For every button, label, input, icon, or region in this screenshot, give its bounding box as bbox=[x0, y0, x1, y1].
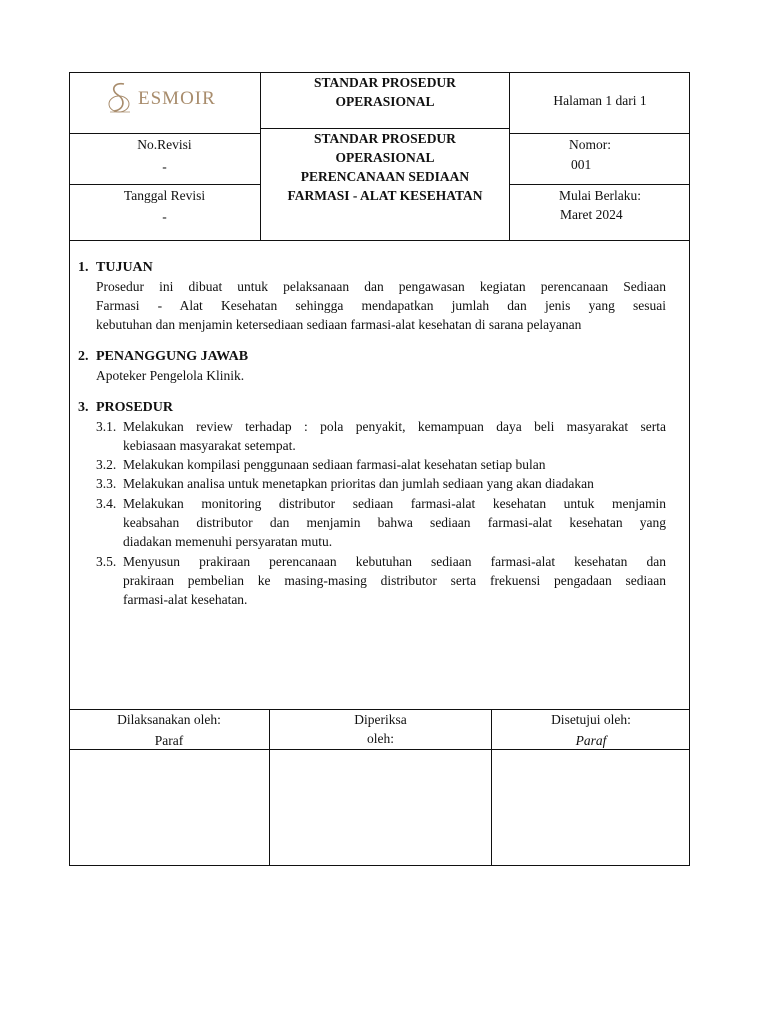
procedure-item-text: Melakukan kompilasi penggunaan sediaan farmasi-alat kesehatan setiap bulan bbox=[123, 457, 546, 472]
procedure-item-number: 3.3. bbox=[96, 476, 117, 491]
procedure-item-number: 3.4. bbox=[96, 496, 117, 511]
revision-date-label: Tanggal Revisi bbox=[123, 188, 206, 203]
section-text: Prosedur ini dibuat untuk pelaksanaan dan pengawasan kegiatan perencanaan Sediaan bbox=[96, 279, 666, 294]
procedure-item-text: Melakukan analisa untuk menetapkan prioritas dan jumlah sediaan yang akan diadakan bbox=[123, 476, 594, 491]
header-divider bbox=[69, 184, 260, 185]
effective-value: Maret 2024 bbox=[560, 207, 623, 222]
doc-subtitle-line: OPERASIONAL bbox=[335, 150, 435, 165]
procedure-item-number: 3.1. bbox=[96, 419, 117, 434]
section-title-prosedur: PROSEDUR bbox=[96, 400, 174, 415]
header-divider bbox=[509, 184, 690, 185]
procedure-item-text: diadakan memenuhi persyaratan mutu. bbox=[123, 534, 333, 549]
procedure-item-text: Melakukan monitoring distributor sediaan farmasi-alat kesehatan untuk menjamin bbox=[123, 496, 666, 511]
page-info: Halaman 1 dari 1 bbox=[553, 93, 647, 108]
number-value: 001 bbox=[571, 157, 592, 172]
logo-text: ESMOIR bbox=[138, 88, 216, 109]
header-divider bbox=[69, 133, 260, 134]
company-logo bbox=[100, 78, 230, 118]
number-label: Nomor: bbox=[569, 137, 611, 152]
procedure-item-text: Melakukan review terhadap : pola penyakit, kemampuan daya beli masyarakat serta bbox=[123, 419, 666, 434]
logo-monogram-icon bbox=[100, 78, 140, 118]
signature-checked bbox=[270, 710, 491, 748]
doc-subtitle bbox=[261, 129, 509, 205]
signature-checked-line: oleh: bbox=[367, 731, 394, 746]
signature-checked-line: Diperiksa bbox=[354, 712, 407, 727]
procedure-item-text: Menyusun prakiraan perencanaan kebutuhan sediaan farmasi-alat kesehatan dan bbox=[123, 554, 666, 569]
procedure-item-number: 3.2. bbox=[96, 457, 117, 472]
revision-label: No.Revisi bbox=[137, 137, 192, 152]
procedure-item-text: keabsahan distributor dan menjamin bahwa sediaan farmasi-alat kesehatan yang bbox=[123, 515, 666, 530]
doc-title-line: STANDAR PROSEDUR bbox=[314, 75, 456, 90]
section-number: 2. bbox=[78, 349, 89, 364]
section-text: kebutuhan dan menjamin ketersediaan sediaan farmasi-alat kesehatan di sarana pelayanan bbox=[96, 317, 582, 332]
section-number: 1. bbox=[78, 260, 89, 275]
doc-subtitle-line: PERENCANAAN SEDIAAN bbox=[300, 169, 470, 184]
doc-subtitle-line: STANDAR PROSEDUR bbox=[314, 131, 456, 146]
procedure-item-text: farmasi-alat kesehatan. bbox=[123, 592, 248, 607]
signature-executed-sub: Paraf bbox=[154, 733, 184, 748]
revision-value: - bbox=[162, 159, 167, 174]
doc-title bbox=[261, 73, 509, 111]
signature-executed bbox=[69, 710, 269, 750]
header-divider bbox=[509, 133, 690, 134]
section-title-tujuan: TUJUAN bbox=[96, 260, 153, 275]
section-number: 3. bbox=[78, 400, 89, 415]
effective-label: Mulai Berlaku: bbox=[558, 188, 642, 203]
signature-approved-label: Disetujui oleh: bbox=[551, 712, 631, 727]
header-divider bbox=[69, 240, 690, 241]
section-text: Apoteker Pengelola Klinik. bbox=[96, 368, 245, 383]
revision-date-value: - bbox=[162, 209, 167, 224]
section-title-penanggung-jawab: PENANGGUNG JAWAB bbox=[96, 349, 249, 364]
procedure-item-number: 3.5. bbox=[96, 554, 117, 569]
procedure-item-text: prakiraan pembelian ke masing-masing distributor serta frekuensi pengadaan sediaan bbox=[123, 573, 666, 588]
signature-approved-sub: Paraf bbox=[575, 733, 607, 748]
procedure-item-text: kebiasaan masyarakat setempat. bbox=[123, 438, 296, 453]
doc-title-line: OPERASIONAL bbox=[335, 94, 435, 109]
section-text: Farmasi - Alat Kesehatan sehingga mendapatkan jumlah dan jenis yang sesuai bbox=[96, 298, 666, 313]
signature-executed-label: Dilaksanakan oleh: bbox=[117, 712, 221, 727]
doc-subtitle-line: FARMASI - ALAT KESEHATAN bbox=[287, 188, 483, 203]
signature-approved bbox=[492, 710, 690, 750]
